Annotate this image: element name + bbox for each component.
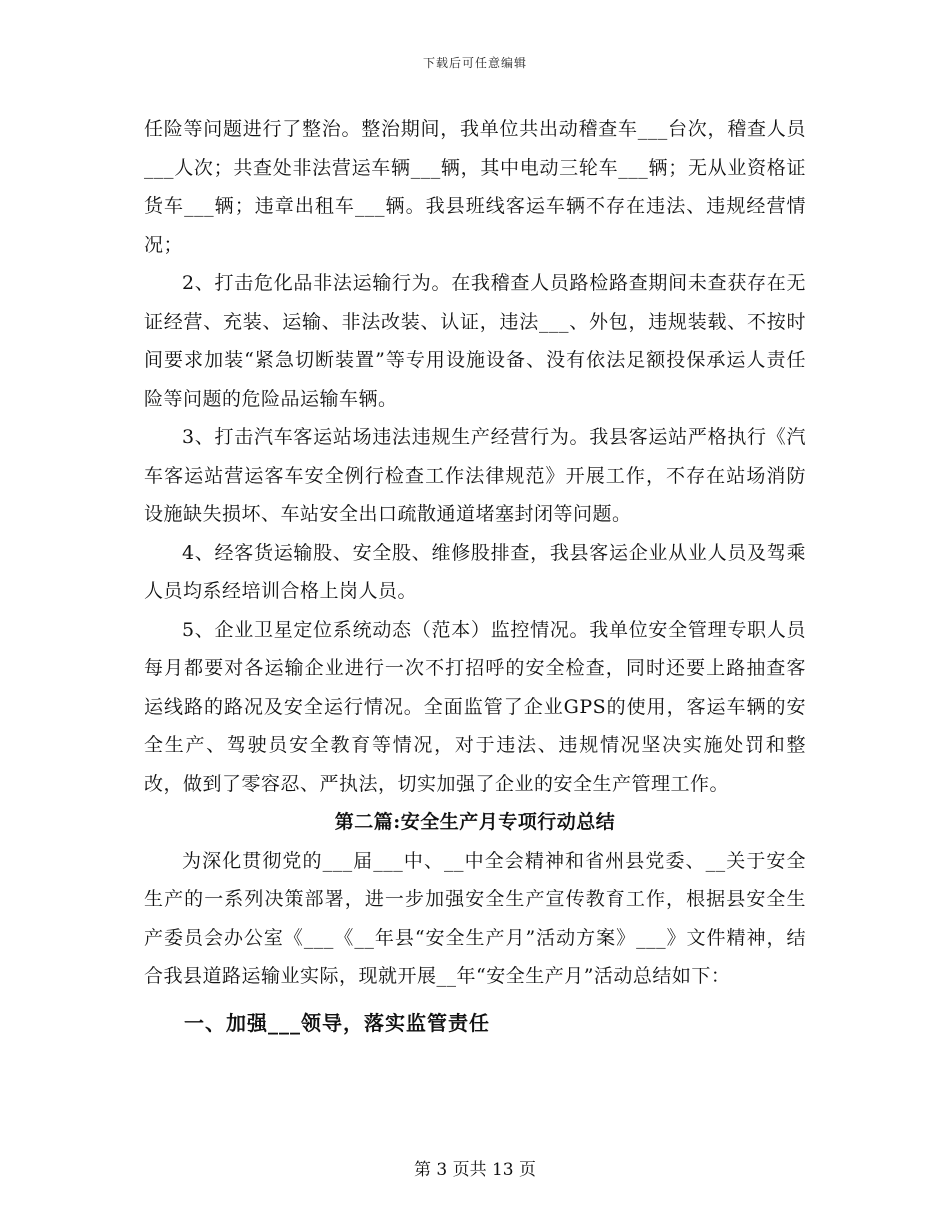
header-note: 下载后可任意编辑 [422,56,527,70]
paragraph-1: 任险等问题进行了整治。整治期间，我单位共出动稽查车___台次，稽查人员___人次；共查处非法营运车辆___辆，其中电动三轮车___辆；无从业资格证货车___辆；违章出租车___辆。我县班线客运车辆不存在违法、违规经营情况； [144,118,806,256]
paragraph-5: 5、企业卫星定位系统动态（范本）监控情况。我单位安全管理专职人员每月都要对各运输企业进行一次不打招呼的安全检查，同时还要上路抽查客运线路的路况及安全运行情况。全面监管了企业GPS的使用，客运车辆的安全生产、驾驶员安全教育等情况，对于违法、违规情况坚决实施处罚和整改，做到了零容忍、严执法，切实加强了企业的安全生产管理工作。 [144,618,806,795]
document-body [144,110,806,1042]
paragraph-6: 为深化贯彻党的___届___中、__中全会精神和省州县党委、__关于安全生产的一系列决策部署，进一步加强安全生产宣传教育工作，根据县安全生产委员会办公室《___《__年县“安全生产月”活动方案》___》文件精神，结合我县道路运输业实际，现就开展__年“安全生产月”活动总结如下： [144,849,806,987]
page-footer: 第 3 页共 13 页 [413,1160,537,1180]
paragraph-2: 2、打击危化品非法运输行为。在我稽查人员路检路查期间未查获存在无证经营、充装、运输、非法改装、认证，违法___、外包，违规装载、不按时间要求加装“紧急切断装置”等专用设施设备、没有依法足额投保承运人责任险等问题的危险品运输车辆。 [144,272,806,410]
paragraph-4: 4、经客货运输股、安全股、维修股排查，我县客运企业从业人员及驾乘人员均系经培训合格上岗人员。 [144,541,806,602]
section-title: 第二篇:安全生产月专项行动总结 [334,811,616,833]
paragraph-3: 3、打击汽车客运站场违法违规生产经营行为。我县客运站严格执行《汽车客运站营运客车安全例行检查工作法律规范》开展工作，不存在站场消防设施缺失损坏、车站安全出口疏散通道堵塞封闭等问题。 [144,426,806,525]
sub-heading: 一、加强___领导，落实监管责任 [184,1010,490,1035]
